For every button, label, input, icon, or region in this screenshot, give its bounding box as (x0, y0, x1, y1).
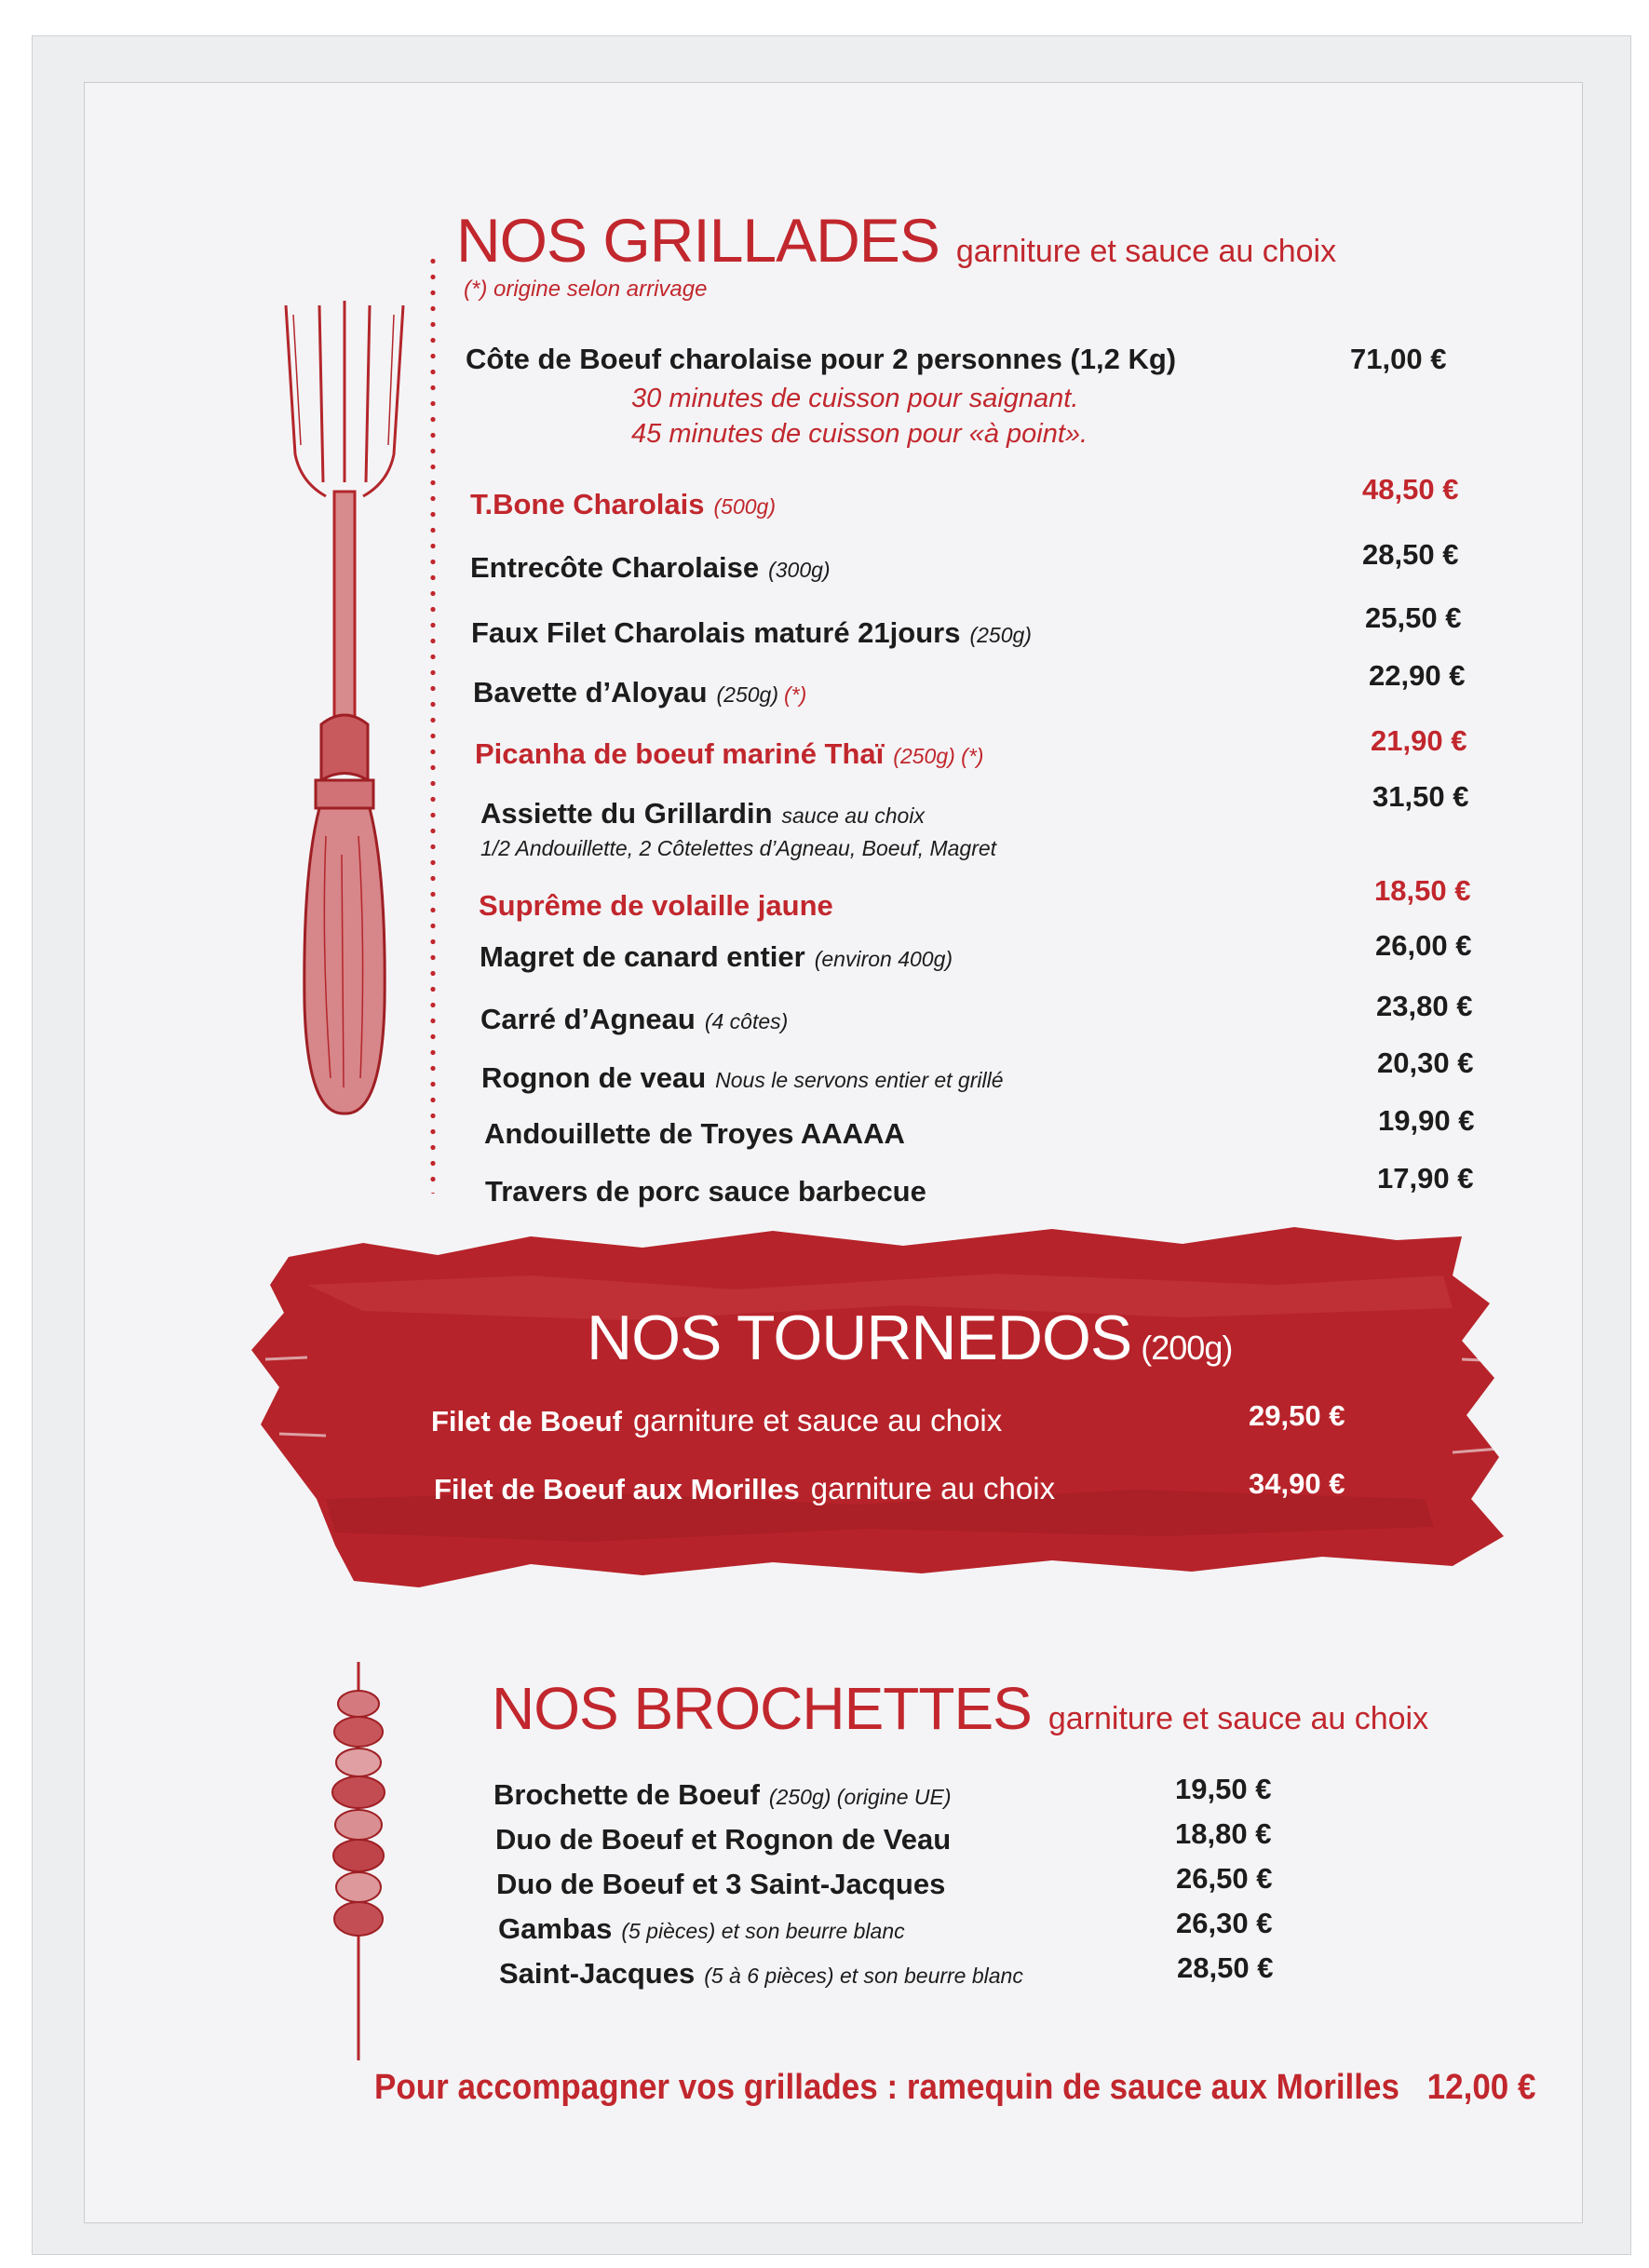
origin-note: (*) origine selon arrivage (464, 277, 708, 302)
item-name: Magret de canard entier (480, 940, 805, 973)
cuisson-line-2: 45 minutes de cuisson pour «à point». (631, 419, 1088, 449)
item-detail: (environ 400g) (814, 947, 953, 971)
item-name: Duo de Boeuf et Rognon de Veau (495, 1823, 952, 1856)
item-price: 25,50 € (1365, 601, 1462, 634)
item-price: 18,80 € (1175, 1817, 1272, 1850)
menu-item (480, 780, 1486, 861)
item-price: 19,50 € (1175, 1773, 1272, 1805)
item-detail: (250g) (*) (893, 744, 984, 768)
item-name: Faux Filet Charolais maturé 21jours (471, 616, 961, 649)
footer-text: Pour accompagner vos grillades : ramequin de sauce aux Morilles (374, 2067, 1399, 2107)
grillades-title (456, 205, 1336, 276)
menu-item (481, 1046, 1487, 1095)
brochettes-subtitle: garniture et sauce au choix (1048, 1701, 1429, 1736)
tournedos-title-text: NOS TOURNEDOS (587, 1303, 1132, 1373)
item-name: Assiette du Grillardin (480, 797, 773, 830)
item-detail: Nous le servons entier et grillé (715, 1068, 1004, 1092)
item-price: 31,50 € (1372, 780, 1469, 813)
fork-icon (275, 296, 414, 1115)
menu-item (479, 874, 1484, 923)
item-name: Picanha de boeuf mariné Thaï (475, 737, 885, 770)
item-price: 26,00 € (1375, 929, 1472, 962)
item-detail: sauce au choix (781, 803, 925, 828)
tournedos-subtitle: (200g) (1141, 1329, 1233, 1367)
item-name: T.Bone Charolais (470, 488, 705, 520)
brochettes-title-text: NOS BROCHETTES (492, 1675, 1032, 1742)
cuisson-line-1: 30 minutes de cuisson pour saignant. (631, 384, 1079, 413)
item-name: Rognon de veau (481, 1061, 707, 1094)
footer-note (374, 2067, 1535, 2107)
item-detail: (250g) (969, 623, 1032, 647)
menu-item (485, 1162, 1491, 1208)
menu-item (470, 538, 1476, 585)
grillades-title-text: NOS GRILLADES (456, 206, 939, 275)
menu-item (470, 473, 1476, 521)
item-price: 28,50 € (1362, 538, 1459, 571)
item-price: 26,50 € (1176, 1862, 1273, 1895)
item-price: 21,90 € (1371, 724, 1467, 757)
menu-item (480, 990, 1486, 1036)
brochette-item (493, 1773, 1331, 1812)
grillades-subtitle: garniture et sauce au choix (955, 234, 1337, 269)
menu-item (475, 724, 1480, 771)
menu-item (484, 1104, 1490, 1151)
brochettes-title (492, 1674, 1428, 1743)
item-name: Travers de porc sauce barbecue (485, 1175, 926, 1208)
item-detail: garniture au choix (810, 1471, 1056, 1505)
item-detail: (4 côtes) (704, 1009, 789, 1033)
item-price: 19,90 € (1378, 1104, 1475, 1137)
tournedos-item (434, 1467, 1402, 1506)
menu-item (480, 929, 1485, 974)
item-price: 28,50 € (1177, 1951, 1274, 1984)
item-price: 18,50 € (1374, 874, 1471, 907)
item-name: Bavette d’Aloyau (473, 676, 708, 709)
item-price: 17,90 € (1377, 1162, 1474, 1195)
tournedos-item (431, 1399, 1399, 1438)
item-detail: (5 à 6 pièces) et son beurre blanc (704, 1964, 1023, 1988)
item-detail: (5 pièces) et son beurre blanc (621, 1919, 905, 1943)
brochette-item (496, 1862, 1334, 1901)
skewer-icon (312, 1662, 405, 2062)
item-price: 48,50 € (1362, 473, 1459, 506)
item-name: Filet de Boeuf (431, 1405, 622, 1438)
item-name: Gambas (498, 1912, 613, 1945)
item-name: Carré d’Agneau (480, 1003, 696, 1035)
item-detail: (500g) (713, 494, 776, 519)
item-price: 23,80 € (1376, 990, 1473, 1022)
brochette-item (498, 1907, 1336, 1946)
item-name: Saint-Jacques (499, 1957, 696, 1990)
item-price: 26,30 € (1176, 1907, 1273, 1939)
item-detail: (250g) (716, 682, 778, 707)
footer-price: 12,00 € (1426, 2067, 1536, 2107)
item-detail: (250g) (origine UE) (768, 1785, 952, 1809)
dotted-divider (430, 253, 436, 1194)
item-name: Côte de Boeuf charolaise pour 2 personnes (1,2 Kg) (466, 343, 1177, 375)
item-name: Suprême de volaille jaune (479, 889, 833, 922)
item-detail: garniture et sauce au choix (632, 1403, 1003, 1438)
item-name: Duo de Boeuf et 3 Saint-Jacques (496, 1868, 946, 1900)
item-name: Brochette de Boeuf (493, 1778, 760, 1811)
tournedos-title (587, 1302, 1232, 1374)
item-price: 20,30 € (1377, 1046, 1474, 1079)
item-detail: (300g) (768, 558, 831, 582)
item-name: Filet de Boeuf aux Morilles (434, 1473, 800, 1505)
brochette-item (495, 1817, 1333, 1856)
item-price: 71,00 € (1350, 343, 1447, 375)
item-subline: 1/2 Andouillette, 2 Côtelettes d’Agneau, Boeuf, Magret (480, 836, 997, 860)
item-name: Andouillette de Troyes AAAAA (484, 1117, 905, 1150)
brochette-item (499, 1951, 1337, 1991)
item-price: 22,90 € (1369, 659, 1466, 692)
item-price: 29,50 € (1249, 1399, 1345, 1432)
item-origin-mark: (*) (784, 682, 807, 707)
menu-item (471, 601, 1477, 650)
item-price: 34,90 € (1249, 1467, 1345, 1500)
item-name: Entrecôte Charolaise (470, 551, 760, 584)
menu-item (473, 659, 1479, 709)
menu-item-cote-de-boeuf (466, 343, 1471, 376)
